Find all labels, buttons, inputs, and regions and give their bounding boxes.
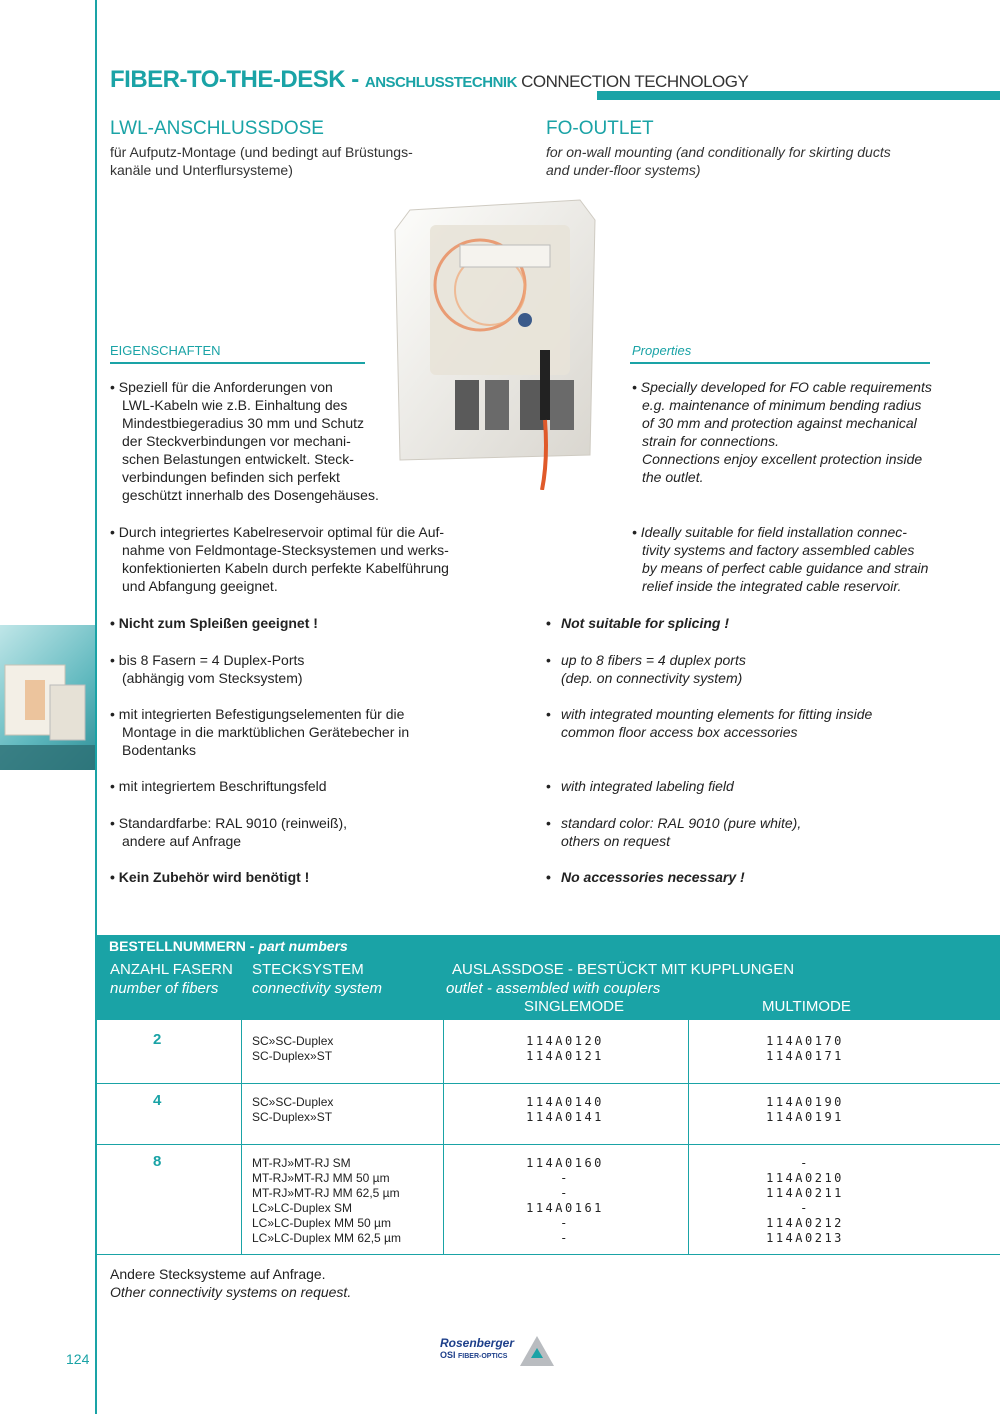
right-bullet-5: with integrated mounting elements for fitting inside common floor access box accessories	[561, 706, 873, 740]
logo-sub: OSI FIBER-OPTICS	[440, 1350, 508, 1360]
left-subtitle: für Aufputz-Montage (und bedingt auf Brüstungs- kanäle und Unterflursysteme)	[110, 144, 413, 178]
table-row-systems: SC»SC-Duplex SC-Duplex»ST	[252, 1095, 334, 1124]
left-bullet-4: • bis 8 Fasern = 4 Duplex-Ports (abhängig vom Stecksystem)	[110, 652, 305, 686]
table-vsep-3	[688, 1019, 689, 1254]
table-row-sm: 114A0140 114A0141	[526, 1095, 604, 1124]
table-row-fibers: 2	[153, 1031, 162, 1048]
side-photo-art	[0, 625, 95, 770]
right-heading: FO-OUTLET	[546, 118, 654, 139]
table-row-mm: 114A0170 114A0171	[766, 1034, 844, 1063]
col-fibers: ANZAHL FASERN	[110, 961, 233, 978]
header-bar	[597, 91, 1000, 100]
table-row-systems: MT-RJ»MT-RJ SM MT-RJ»MT-RJ MM 50 µm MT-RJ»MT-RJ MM 62,5 µm LC»LC-Duplex SM LC»LC-Duplex MM 50 µm LC»LC-Duplex MM 62,5 µm	[252, 1156, 401, 1245]
table-row-mm: - 114A0210 114A0211 - 114A0212 114A0213	[766, 1156, 844, 1245]
table-row-systems: SC»SC-Duplex SC-Duplex»ST	[252, 1034, 334, 1063]
right-bullet-8: No accessories necessary !	[561, 869, 745, 885]
table-row-sm: 114A0160 - - 114A0161 - -	[526, 1156, 604, 1245]
right-bullet-7-dot: •	[546, 815, 551, 831]
right-bullet-6: with integrated labeling field	[561, 778, 734, 794]
table-rule	[97, 1019, 1000, 1020]
table-vsep-1	[241, 1019, 242, 1254]
table-row-rule-3	[97, 1254, 1000, 1255]
right-props-rule	[630, 362, 930, 364]
right-bullet-8-dot: •	[546, 869, 551, 885]
left-heading: LWL-ANSCHLUSSDOSE	[110, 118, 324, 139]
col-outlet: AUSLASSDOSE - BESTÜCKT MIT KUPPLUNGEN	[452, 961, 795, 978]
left-props-heading: EIGENSCHAFTEN	[110, 343, 221, 358]
col-system-en: connectivity system	[252, 980, 383, 997]
left-bullet-6: • mit integriertem Beschriftungsfeld	[110, 778, 327, 794]
table-column-header	[97, 957, 1000, 1019]
right-bullet-2: • Ideally suitable for field installation connec- tivity systems and factory assembled cables by means of perfect cable guidance and strain relief inside the integrated cable reservoir.	[632, 524, 929, 594]
table-row-mm: 114A0190 114A0191	[766, 1095, 844, 1124]
right-bullet-3: •	[546, 615, 551, 631]
right-bullet-5-dot: •	[546, 706, 551, 722]
left-bullet-2: • Durch integriertes Kabelreservoir optimal für die Auf- nahme von Feldmontage-Stecksystemen und werks- konfektionierten Kabeln durch perfekte Kabelführung und Abfangung geeignet.	[110, 524, 449, 594]
left-bullet-1: • Speziell für die Anforderungen von LWL-Kabeln wie z.B. Einhaltung des Mindestbiegeradius 30 mm und Schutz der Steckverbindungen vor mechani- schen Belastungen entwickelt. Steck- verbindungen befinden sich perfekt geschützt innerhalb des Dosengehäuses.	[110, 379, 379, 503]
page-number: 124	[66, 1351, 90, 1367]
right-bullet-1: • Specially developed for FO cable requirements e.g. maintenance of minimum bending radius of 30 mm and protection against mechanical strain for connections. Connections enjoy excellent protection inside the outlet.	[632, 379, 932, 485]
right-bullet-6-dot: •	[546, 778, 551, 794]
left-bullet-3: • Nicht zum Spleißen geeignet !	[110, 615, 318, 631]
page-title: FIBER-TO-THE-DESK - ANSCHLUSSTECHNIK CONNECTION TECHNOLOGY	[110, 66, 749, 93]
right-bullet-4-dot: •	[546, 652, 551, 668]
left-bullet-8: • Kein Zubehör wird benötigt !	[110, 869, 310, 885]
table-row-fibers: 8	[153, 1153, 162, 1170]
brand-logo	[440, 1336, 560, 1376]
left-bullet-5: • mit integrierten Befestigungselementen für die Montage in die marktüblichen Gerätebecher in Bodentanks	[110, 706, 410, 758]
col-system: STECKSYSTEM	[252, 961, 364, 978]
left-bullet-7: • Standardfarbe: RAL 9010 (reinweiß), andere auf Anfrage	[110, 815, 348, 849]
table-row-rule-2	[97, 1144, 1000, 1145]
right-bullet-4: up to 8 fibers = 4 duplex ports (dep. on connectivity system)	[561, 652, 746, 686]
table-row-fibers: 4	[153, 1092, 162, 1109]
col-outlet-en: outlet - assembled with couplers	[446, 980, 661, 997]
footnote: Andere Stecksysteme auf Anfrage.	[110, 1266, 326, 1282]
table-vsep-2	[443, 1019, 444, 1254]
left-props-rule	[110, 362, 365, 364]
table-title-bar: BESTELLNUMMERN - part numbers	[97, 935, 1000, 957]
right-subtitle: for on-wall mounting (and conditionally for skirting ducts and under-floor systems)	[546, 144, 891, 178]
right-bullet-7: standard color: RAL 9010 (pure white), others on request	[561, 815, 802, 849]
margin-line	[95, 0, 97, 1414]
right-props-heading: Properties	[632, 343, 692, 358]
footnote-en: Other connectivity systems on request.	[110, 1284, 352, 1300]
table-row-rule-1	[97, 1083, 1000, 1084]
logo-icon	[518, 1334, 556, 1368]
col-singlemode: SINGLEMODE	[524, 998, 625, 1015]
logo-text: Rosenberger	[440, 1336, 515, 1350]
col-multimode: MULTIMODE	[762, 998, 851, 1015]
col-fibers-en: number of fibers	[110, 980, 219, 997]
right-bullet-3-text: Not suitable for splicing !	[561, 615, 730, 631]
side-photo	[0, 625, 95, 770]
table-row-sm: 114A0120 114A0121	[526, 1034, 604, 1063]
